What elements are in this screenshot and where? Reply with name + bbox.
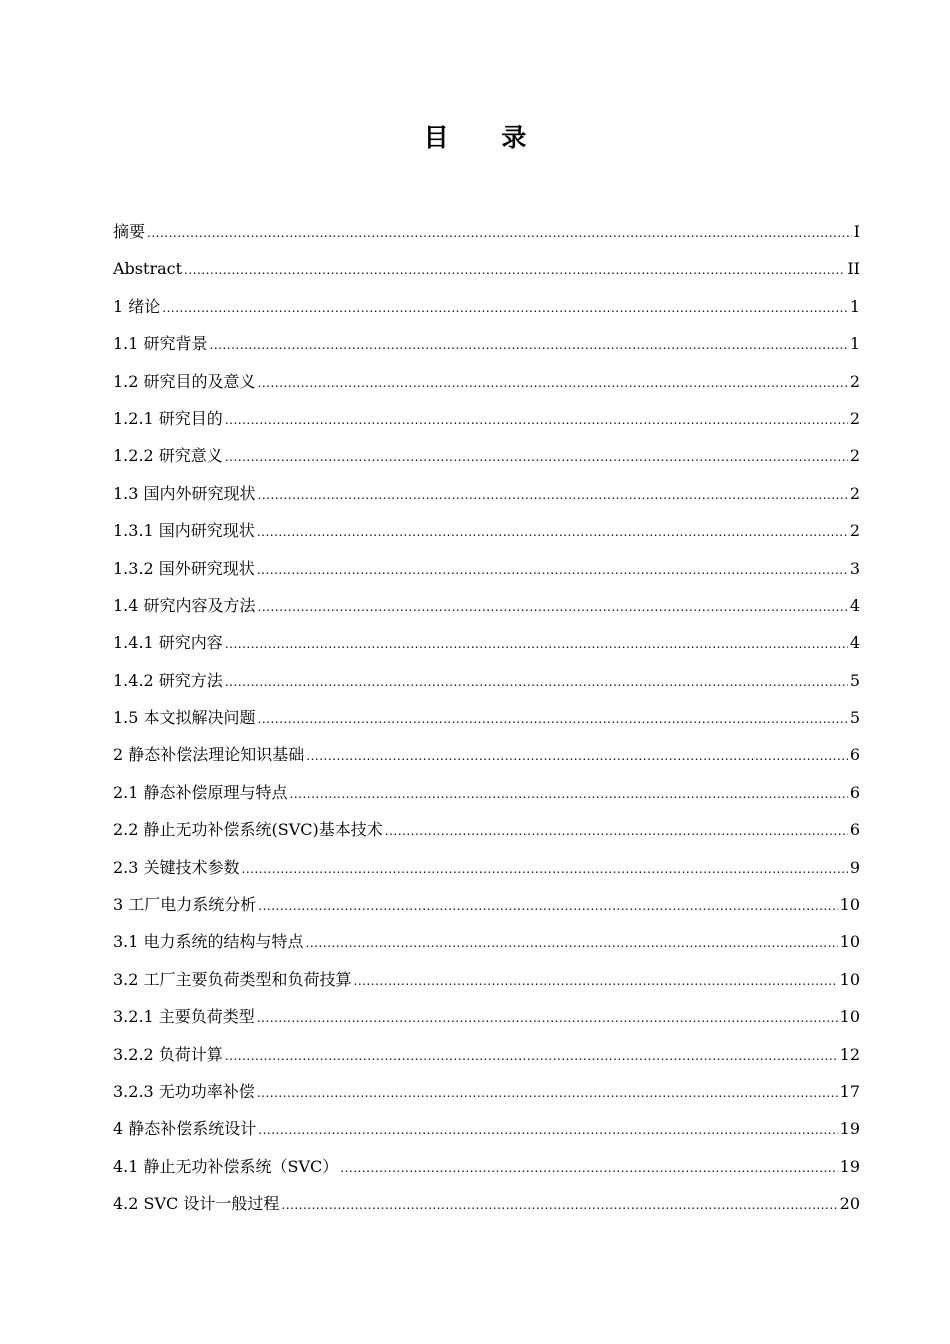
toc-entry[interactable] xyxy=(113,550,860,587)
toc-entry[interactable] xyxy=(113,325,860,362)
dot-leader xyxy=(225,402,848,439)
toc-entry[interactable] xyxy=(113,624,860,661)
toc-entry-label: 1.2 研究目的及意义 xyxy=(113,371,256,391)
toc-entry-label: 1.1 研究背景 xyxy=(113,334,208,354)
dot-leader xyxy=(340,1150,837,1187)
toc-entry-page-number: 2 xyxy=(849,408,860,428)
toc-entry-label: 1.4.1 研究内容 xyxy=(113,633,223,653)
toc-entry[interactable] xyxy=(113,886,860,923)
toc-title: 目 录 xyxy=(423,123,549,152)
toc-entry-label: 3.2.1 主要负荷类型 xyxy=(113,1007,255,1027)
toc-entry[interactable] xyxy=(113,250,860,287)
toc-entry-page-number: 3 xyxy=(849,558,860,578)
dot-leader xyxy=(225,439,848,476)
dot-leader xyxy=(257,514,848,551)
toc-entry-label: Abstract xyxy=(113,259,183,279)
toc-entry[interactable] xyxy=(113,1036,860,1073)
toc-entry-page-number: 10 xyxy=(839,969,860,989)
toc-entry-label: 2.1 静态补偿原理与特点 xyxy=(113,782,288,802)
toc-entry-page-number: 1 xyxy=(849,334,860,354)
toc-entry-label: 4.2 SVC 设计一般过程 xyxy=(113,1194,280,1214)
toc-entry-page-number: 2 xyxy=(849,446,860,466)
dot-leader xyxy=(306,738,848,775)
toc-entry-page-number: 5 xyxy=(849,670,860,690)
dot-leader xyxy=(184,252,845,289)
toc-entry[interactable] xyxy=(113,437,860,474)
toc-entry-label: 3.2.2 负荷计算 xyxy=(113,1044,223,1064)
toc-entry-page-number: 2 xyxy=(849,521,860,541)
toc-entry-label: 1.3.2 国外研究现状 xyxy=(113,558,255,578)
toc-entry-label: 2.2 静止无功补偿系统(SVC)基本技术 xyxy=(113,820,383,840)
toc-entry[interactable] xyxy=(113,662,860,699)
dot-leader xyxy=(258,365,848,402)
toc-entry-page-number: 1 xyxy=(849,296,860,316)
toc-entry-label: 1.5 本文拟解决问题 xyxy=(113,708,256,728)
toc-entry-page-number: 17 xyxy=(839,1081,860,1101)
toc-entry-label: 3.2 工厂主要负荷类型和负荷技算 xyxy=(113,969,352,989)
toc-entry-page-number: 10 xyxy=(839,895,860,915)
toc-entry-page-number: 19 xyxy=(839,1119,860,1139)
toc-entry[interactable] xyxy=(113,288,860,325)
dot-leader xyxy=(147,215,852,252)
dot-leader xyxy=(225,1038,838,1075)
toc-entry[interactable] xyxy=(113,923,860,960)
toc-entry-page-number: 12 xyxy=(839,1044,860,1064)
toc-entry-page-number: 2 xyxy=(849,371,860,391)
dot-leader xyxy=(306,925,838,962)
toc-entry-page-number: 4 xyxy=(849,595,860,615)
dot-leader xyxy=(258,701,848,738)
toc-entry[interactable] xyxy=(113,736,860,773)
toc-entry-label: 1 绪论 xyxy=(113,296,161,316)
dot-leader xyxy=(162,290,848,327)
toc-entry-label: 3.1 电力系统的结构与特点 xyxy=(113,932,304,952)
toc-entry-label: 1.2.2 研究意义 xyxy=(113,446,223,466)
dot-leader xyxy=(257,552,848,589)
toc-entry-label: 1.3.1 国内研究现状 xyxy=(113,521,255,541)
toc-entry[interactable] xyxy=(113,1073,860,1110)
toc-entry[interactable] xyxy=(113,849,860,886)
toc-entry-label: 1.4.2 研究方法 xyxy=(113,670,223,690)
dot-leader xyxy=(354,963,838,1000)
toc-entry[interactable] xyxy=(113,1185,860,1222)
dot-leader xyxy=(258,888,837,925)
toc-entry-page-number: 6 xyxy=(849,745,860,765)
toc-entry-page-number: II xyxy=(847,259,860,279)
toc-entry-label: 1.2.1 研究目的 xyxy=(113,408,223,428)
toc-entry-label: 摘要 xyxy=(113,222,146,241)
toc-entry[interactable] xyxy=(113,774,860,811)
toc-entry-page-number: 4 xyxy=(849,633,860,653)
toc-entry-label: 4.1 静止无功补偿系统（SVC） xyxy=(113,1156,339,1176)
dot-leader xyxy=(225,626,848,663)
toc-entry[interactable] xyxy=(113,213,860,250)
toc-entry[interactable] xyxy=(113,961,860,998)
dot-leader xyxy=(210,327,848,364)
dot-leader xyxy=(257,1000,838,1037)
toc-entry-label: 1.3 国内外研究现状 xyxy=(113,483,256,503)
toc-list xyxy=(113,213,860,1223)
dot-leader xyxy=(257,1075,838,1112)
dot-leader xyxy=(258,589,848,626)
toc-entry-page-number: 19 xyxy=(839,1156,860,1176)
toc-entry-page-number: 2 xyxy=(849,483,860,503)
dot-leader xyxy=(225,664,848,701)
toc-entry-label: 2 静态补偿法理论知识基础 xyxy=(113,745,305,765)
toc-entry-page-number: 20 xyxy=(839,1194,860,1214)
toc-entry-label: 4 静态补偿系统设计 xyxy=(113,1119,257,1139)
toc-entry-page-number: 9 xyxy=(849,857,860,877)
toc-entry[interactable] xyxy=(113,699,860,736)
toc-entry[interactable] xyxy=(113,811,860,848)
toc-entry[interactable] xyxy=(113,363,860,400)
toc-entry[interactable] xyxy=(113,998,860,1035)
toc-entry[interactable] xyxy=(113,1110,860,1147)
toc-entry-label: 1.4 研究内容及方法 xyxy=(113,595,256,615)
toc-entry-page-number: 6 xyxy=(849,782,860,802)
toc-entry[interactable] xyxy=(113,512,860,549)
toc-entry[interactable] xyxy=(113,475,860,512)
dot-leader xyxy=(242,851,848,888)
toc-entry-page-number: I xyxy=(853,222,860,241)
toc-entry-page-number: 10 xyxy=(839,1007,860,1027)
dot-leader xyxy=(258,477,848,514)
dot-leader xyxy=(385,813,848,850)
toc-entry[interactable] xyxy=(113,400,860,437)
toc-entry-page-number: 10 xyxy=(839,932,860,952)
toc-entry-label: 2.3 关键技术参数 xyxy=(113,857,240,877)
toc-entry[interactable] xyxy=(113,1148,860,1185)
dot-leader xyxy=(281,1187,837,1224)
dot-leader xyxy=(290,776,848,813)
toc-entry[interactable] xyxy=(113,587,860,624)
toc-entry-label: 3.2.3 无功功率补偿 xyxy=(113,1081,255,1101)
toc-entry-page-number: 5 xyxy=(849,708,860,728)
toc-entry-label: 3 工厂电力系统分析 xyxy=(113,895,257,915)
dot-leader xyxy=(258,1112,837,1149)
toc-entry-page-number: 6 xyxy=(849,820,860,840)
